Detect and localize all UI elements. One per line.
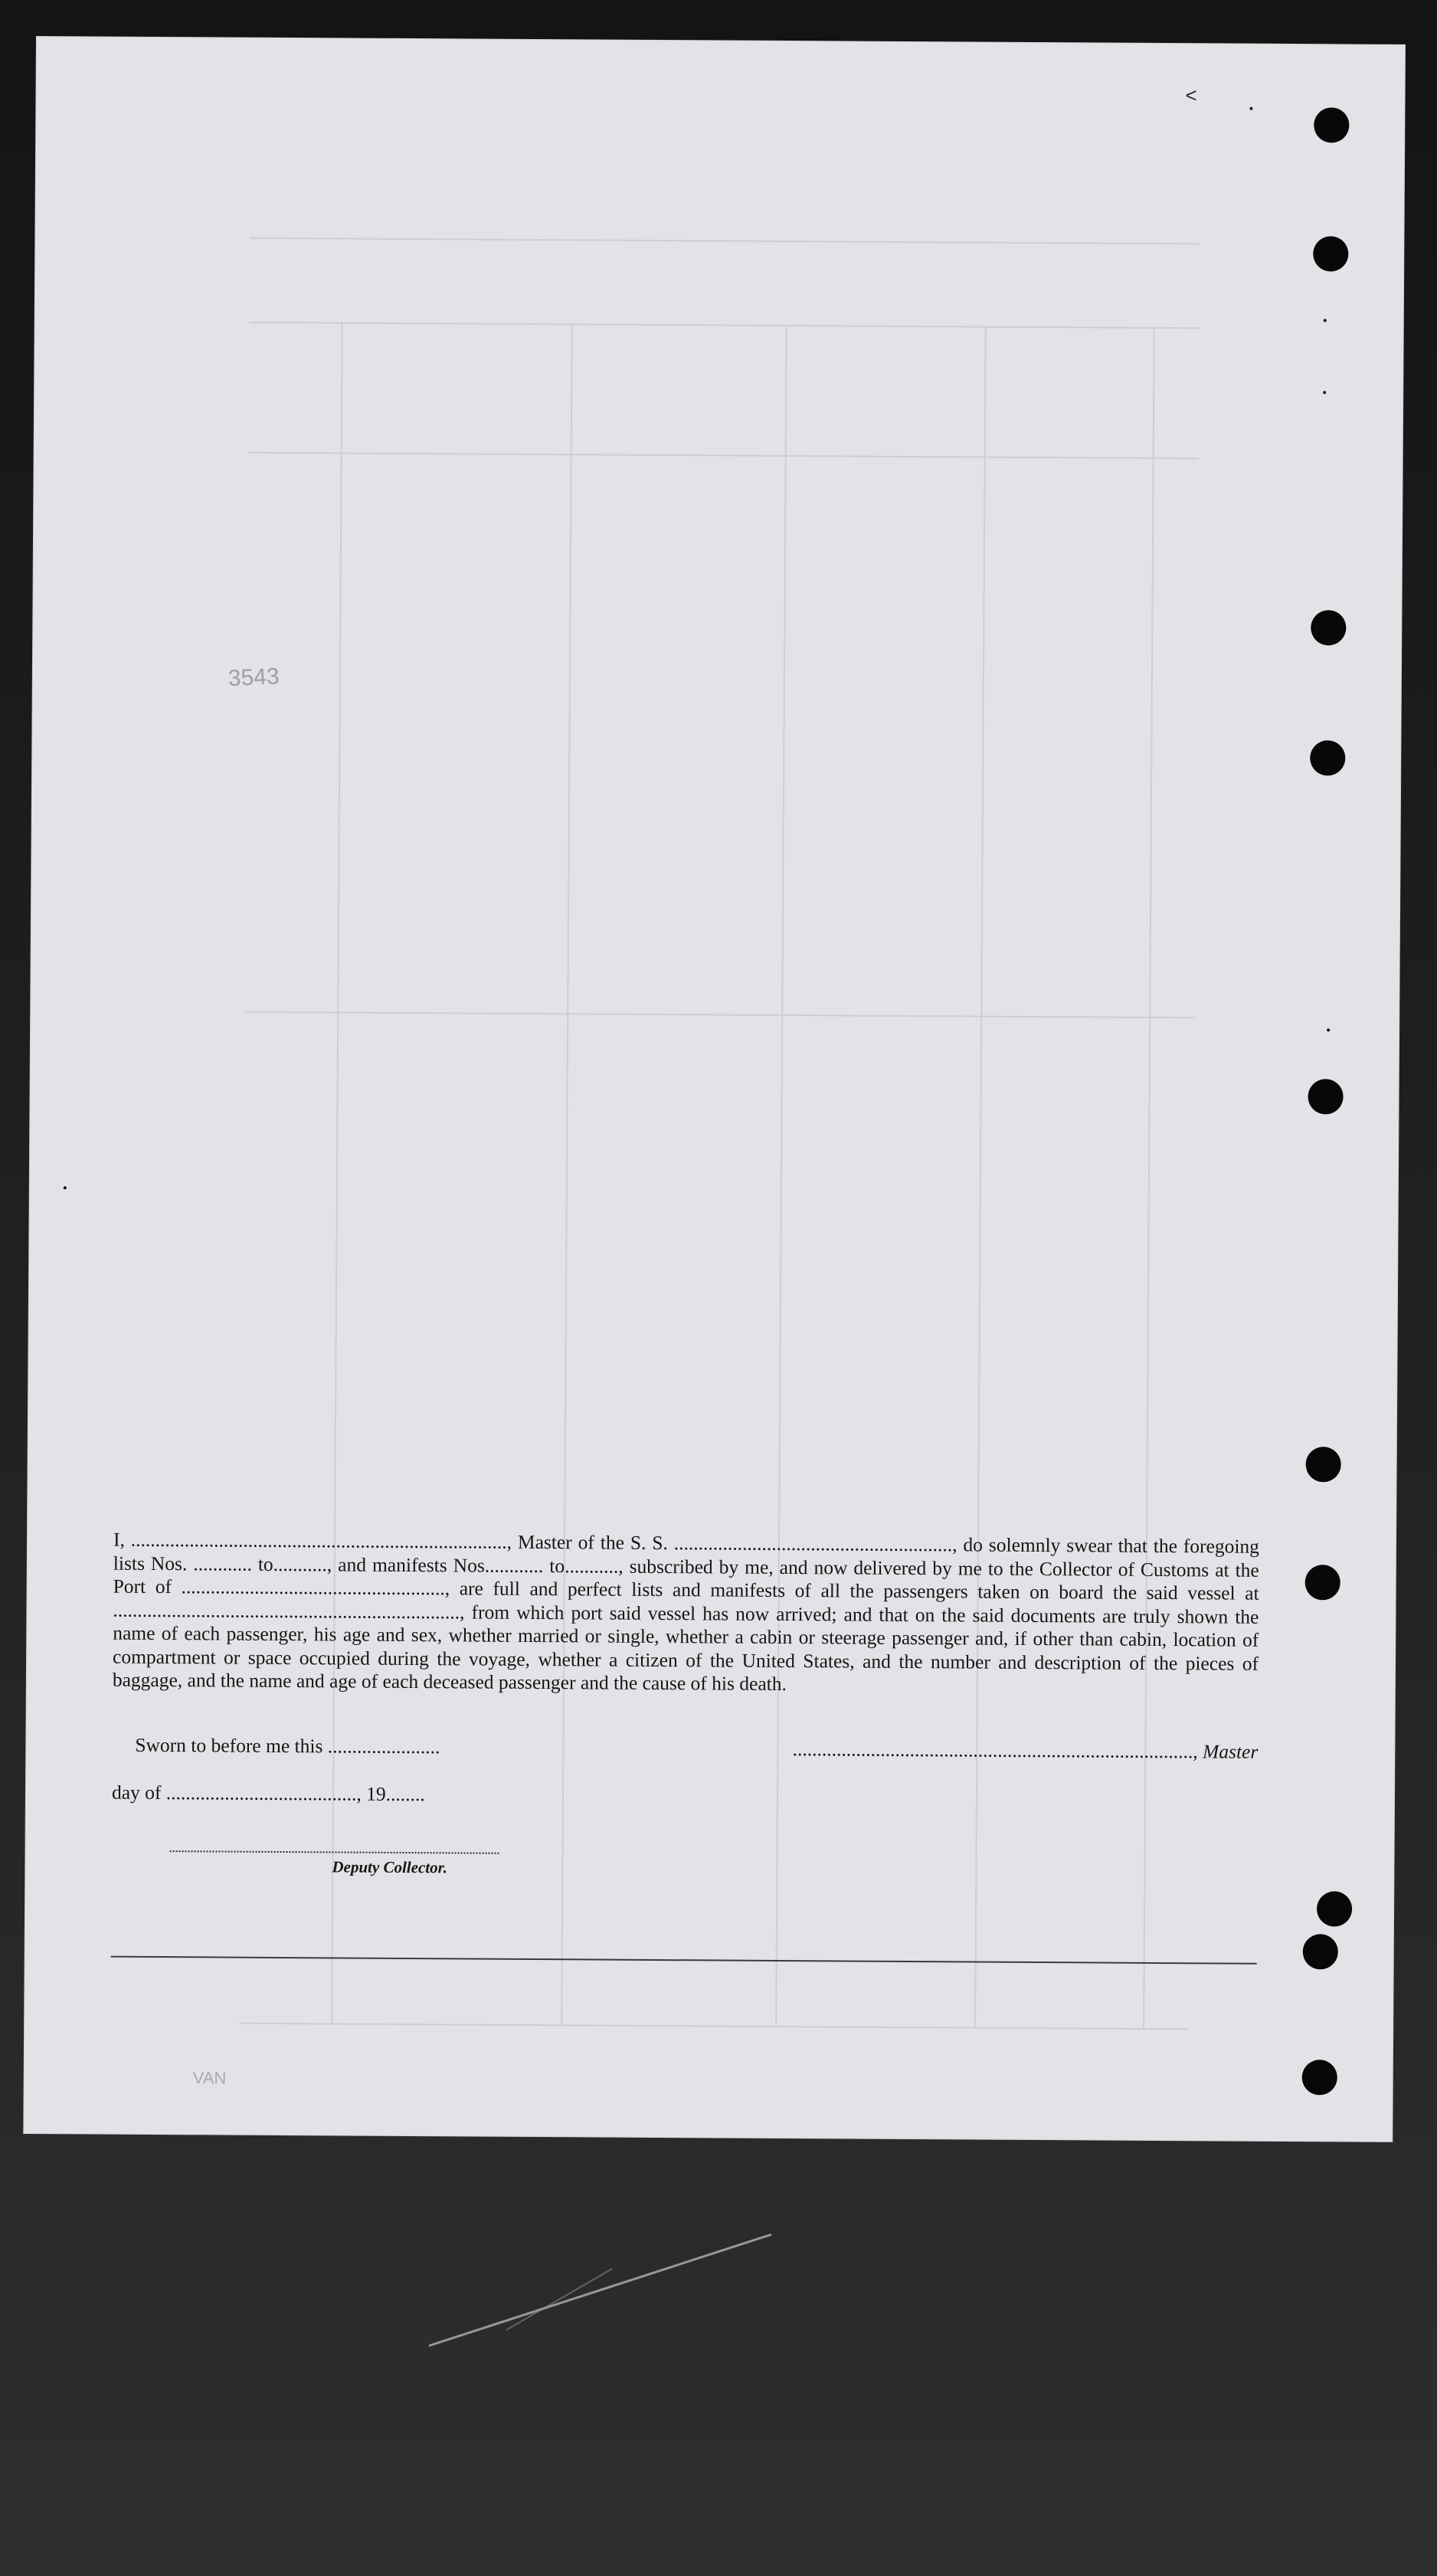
dust-speck xyxy=(1249,107,1252,110)
master-oath-paragraph: I, ............................................................................., Master of the S. S. ........................................................., do solemnly swear that the foregoing lists Nos. ............ to..........., and manifests Nos............ to..........., subscribed by me, and now delivered by me to the Collector of Customs at the Port of ......................................................, are full and perfect lists and manifests of all the passengers taken on board the said vessel at ......................................................................., from which port said vessel has now arrived; and that on the said documents are truly shown the name of each passenger, his age and sex, whether married or single, whether a cabin or steerage passenger and, if other than cabin, location of compartment or space occupied during the voyage, whether a citizen of the United States, and the number and description of the pieces of baggage, and the name and age of each deceased passenger and the cause of his death. xyxy=(112,1528,1260,1696)
punch-hole xyxy=(1313,236,1348,271)
corner-mark: < xyxy=(1185,84,1197,107)
punch-hole xyxy=(1310,740,1345,775)
punch-hole xyxy=(1314,107,1349,143)
dust-speck xyxy=(64,1186,67,1189)
faint-mark: VAN xyxy=(192,2068,227,2088)
day-of-text: day of ......................................., 19........ xyxy=(111,1781,425,1806)
sworn-row xyxy=(112,1734,1258,1764)
punch-hole xyxy=(1302,2060,1337,2095)
sworn-before-text: Sworn to before me this ....................... xyxy=(135,1733,440,1758)
master-label: Master xyxy=(1203,1740,1259,1763)
manifest-sheet xyxy=(24,37,1405,2142)
punch-hole xyxy=(1308,1079,1343,1114)
punch-hole xyxy=(1305,1565,1340,1600)
stamp-number: 3543 xyxy=(227,664,280,692)
dust-speck xyxy=(1327,1028,1330,1031)
deputy-collector-label: Deputy Collector. xyxy=(332,1857,447,1877)
deputy-signature-line xyxy=(170,1850,499,1854)
punch-hole xyxy=(1306,1447,1341,1482)
punch-hole xyxy=(1311,610,1346,645)
punch-hole xyxy=(1303,1934,1338,1969)
bottom-rule xyxy=(111,1956,1257,1965)
dust-speck xyxy=(1324,319,1327,322)
punch-hole xyxy=(1317,1891,1352,1926)
dust-speck xyxy=(1323,391,1326,394)
master-signature-line xyxy=(793,1738,1259,1764)
master-signature-dots: .................................................................................., xyxy=(792,1738,1198,1763)
